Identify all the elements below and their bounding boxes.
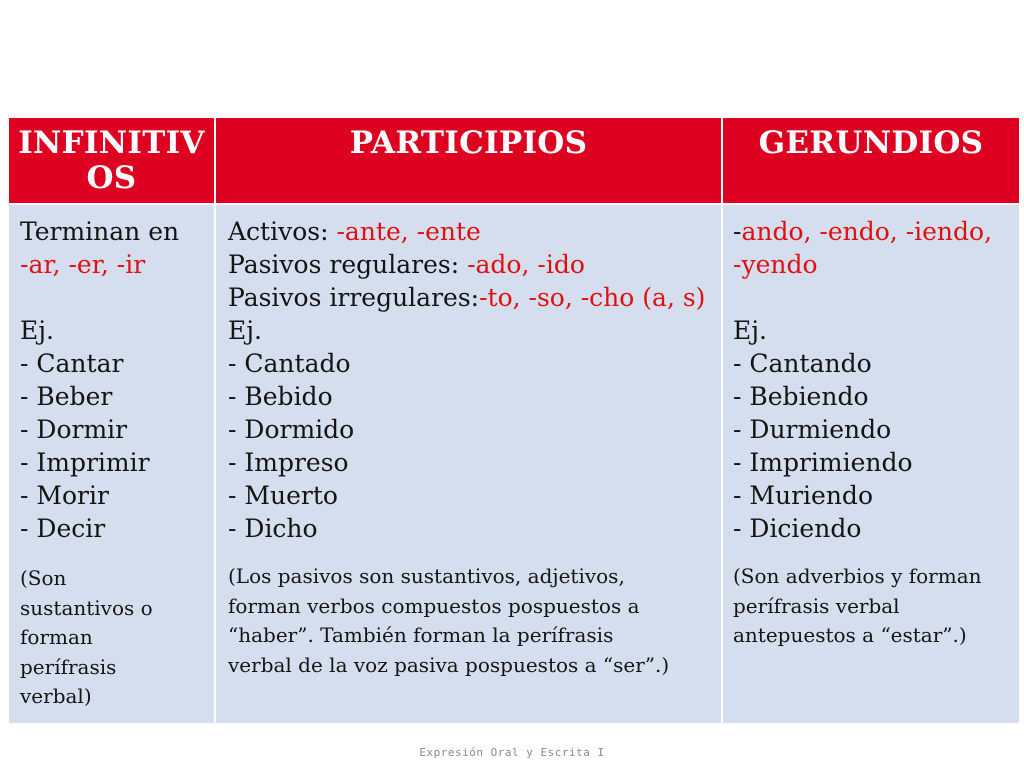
gerundios-endings-line1 [733, 215, 1009, 248]
activos-label: Activos: [228, 217, 337, 246]
participios-example: - Bebido [228, 382, 333, 411]
infinitivos-note-line: verbal) [20, 684, 92, 708]
infinitivos-note [20, 564, 204, 712]
infinitivos-example: - Imprimir [20, 448, 150, 477]
gerundios-note-line: perífrasis verbal [733, 593, 900, 618]
gerundios-ej: Ej. [733, 316, 767, 345]
infinitivos-endings: -ar, -er, -ir [20, 250, 146, 279]
gerundios-dash: - [733, 217, 742, 246]
participios-example: - Dicho [228, 514, 318, 543]
gerundios-endings-line2: -yendo [733, 250, 818, 279]
pasivos-regulares-endings: -ado, -ido [467, 250, 585, 279]
cell-infinitivos [9, 205, 214, 723]
participios-note-line: forman verbos compuestos pospuestos a [228, 593, 640, 618]
gerundios-note-line: antepuestos a “estar”.) [733, 623, 967, 647]
gerundios-example: - Muriendo [733, 481, 873, 510]
infinitivos-example: - Beber [20, 382, 113, 411]
participios-note-line: “haber”. También forman la perífrasis [228, 623, 614, 647]
participios-pasivos-regulares [228, 248, 711, 281]
infinitivos-note-line: (Son [20, 566, 67, 590]
gerundios-note [733, 562, 1009, 651]
participios-example: - Cantado [228, 349, 351, 378]
cell-gerundios [723, 205, 1019, 723]
participios-note-line: verbal de la voz pasiva pospuestos a “ser”.) [228, 652, 670, 677]
participios-activos [228, 215, 711, 248]
gerundios-example: - Durmiendo [733, 415, 892, 444]
participios-example: - Impreso [228, 448, 349, 477]
infinitivos-note-line: forman [20, 625, 93, 649]
participios-ej: Ej. [228, 316, 262, 345]
header-infinitivos-line1: INFINITIV [18, 125, 205, 161]
infinitivos-example: - Decir [20, 514, 106, 543]
gerundios-endings: ando, -endo, -iendo, [741, 217, 993, 246]
pasivos-regulares-label: Pasivos regulares: [228, 250, 468, 279]
header-gerundios: GERUNDIOS [723, 118, 1019, 203]
infinitivos-example: - Dormir [20, 415, 128, 444]
infinitivos-example: - Morir [20, 481, 109, 510]
infinitivos-ej: Ej. [20, 316, 54, 345]
infinitivos-example: - Cantar [20, 349, 124, 378]
gerundios-note-line: (Son adverbios y forman [733, 564, 982, 588]
cell-participios [216, 205, 721, 723]
verb-forms-table [9, 118, 1019, 723]
participios-pasivos-irregulares [228, 281, 711, 314]
participios-example: - Muerto [228, 481, 338, 510]
participios-example: - Dormido [228, 415, 355, 444]
gerundios-example: - Imprimiendo [733, 448, 913, 477]
gerundios-example: - Cantando [733, 349, 872, 378]
pasivos-irregulares-endings: -to, -so, -cho (a, s) [479, 283, 706, 312]
gerundios-example: - Diciendo [733, 514, 862, 543]
participios-note-line: (Los pasivos son sustantivos, adjetivos, [228, 564, 625, 588]
activos-endings: -ante, -ente [336, 217, 481, 246]
infinitivos-note-line: sustantivos o [20, 595, 153, 620]
header-participios: PARTICIPIOS [216, 118, 721, 203]
gerundios-example: - Bebiendo [733, 382, 869, 411]
header-infinitivos-line2: OS [86, 160, 137, 196]
infinitivos-intro: Terminan en [20, 217, 180, 246]
infinitivos-note-line: perífrasis [20, 654, 117, 679]
participios-note [228, 562, 711, 680]
pasivos-irregulares-label: Pasivos irregulares: [228, 283, 480, 312]
header-infinitivos [9, 118, 214, 203]
slide-footer: Expresión Oral y Escrita I [419, 746, 605, 759]
